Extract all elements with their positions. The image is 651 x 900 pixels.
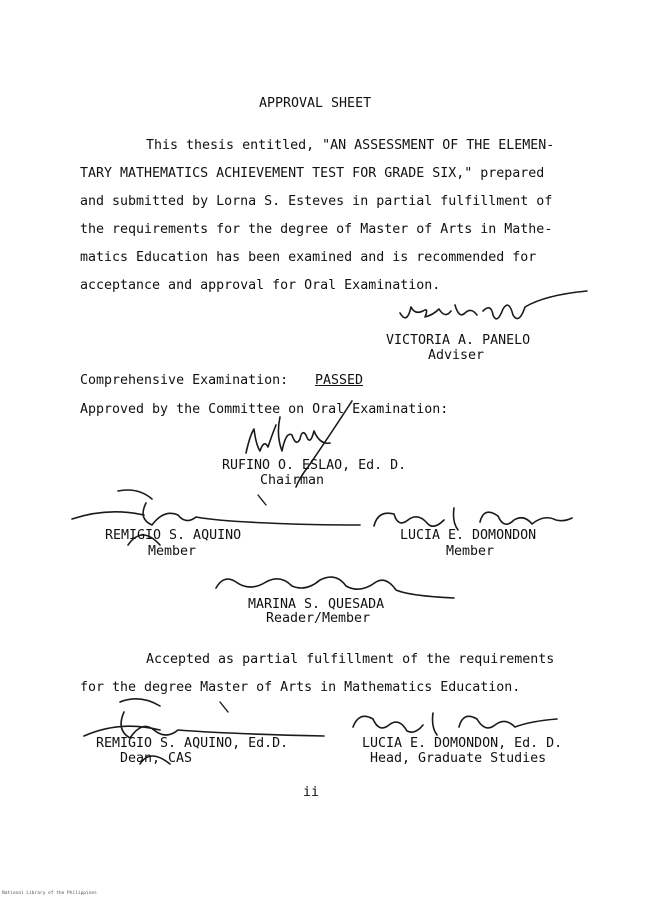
body-line-2: TARY MATHEMATICS ACHIEVEMENT TEST FOR GRADE SIX," prepared (80, 166, 545, 181)
body-line-3: and submitted by Lorna S. Esteves in partial fulfillment of (80, 194, 553, 209)
dean-name: REMIGIO S. AQUINO, Ed.D. (96, 736, 289, 751)
dean-role: Dean, CAS (120, 751, 193, 766)
page-number: ii (303, 785, 320, 800)
chairman-role: Chairman (260, 473, 325, 488)
page-title: APPROVAL SHEET (259, 96, 372, 111)
head-role: Head, Graduate Studies (370, 751, 547, 766)
member-left-name: REMIGIO S. AQUINO (105, 528, 242, 543)
comprehensive-label: Comprehensive Examination: (80, 373, 289, 388)
adviser-name: VICTORIA A. PANELO (386, 333, 531, 348)
reader-role: Reader/Member (266, 611, 371, 626)
comprehensive-result: PASSED (315, 373, 364, 388)
body-line-6: acceptance and approval for Oral Examination. (80, 278, 441, 293)
adviser-role: Adviser (428, 348, 485, 363)
acceptance-line-1: Accepted as partial fulfillment of the requirements (146, 652, 555, 667)
member-right-role: Member (446, 544, 495, 559)
head-name: LUCIA E. DOMONDON, Ed. D. (362, 736, 563, 751)
body-line-5: matics Education has been examined and is recommended for (80, 250, 537, 265)
body-line-1: This thesis entitled, "AN ASSESSMENT OF THE ELEMEN- (146, 138, 555, 153)
dean-signature (80, 690, 330, 765)
adviser-signature (395, 285, 595, 335)
body-line-4: the requirements for the degree of Master of Arts in Mathe- (80, 222, 553, 237)
committee-label: Approved by the Committee on Oral Examination: (80, 402, 449, 417)
member-left-role: Member (148, 544, 197, 559)
chairman-name: RUFINO O. ESLAO, Ed. D. (222, 458, 407, 473)
member-left-signature (68, 485, 368, 555)
acceptance-line-2: for the degree Master of Arts in Mathematics Education. (80, 680, 521, 695)
reader-name: MARINA S. QUESADA (248, 597, 385, 612)
footer-watermark: National Library of the Philippines (2, 891, 97, 896)
member-right-name: LUCIA E. DOMONDON (400, 528, 537, 543)
